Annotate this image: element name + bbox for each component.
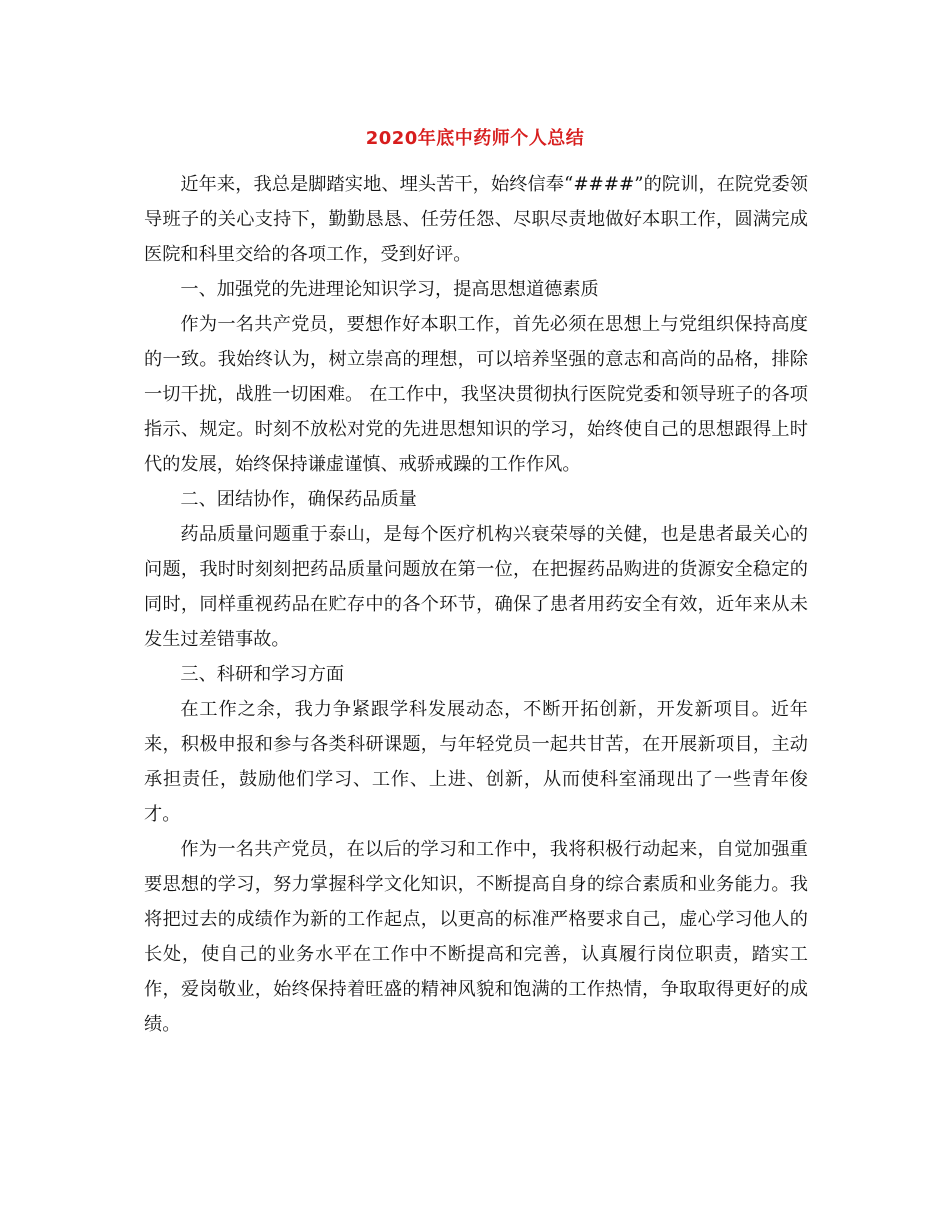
paragraph-intro: 近年来，我总是脚踏实地、埋头苦干，始终信奉“####”的院训，在院党委领导班子的关心支持下，勤勤恳恳、任劳任怨、尽职尽责地做好本职工作，圆满完成医院和科里交给的各项工作，受到好评。: [144, 174, 808, 265]
paragraph-conclusion: 作为一名共产党员，在以后的学习和工作中，我将积极行动起来，自觉加强重要思想的学习，努力掌握科学文化知识，不断提高自身的综合素质和业务能力。我将把过去的成绩作为新的工作起点，以更高的标准严格要求自己，虚心学习他人的长处，使自己的业务水平在工作中不断提高和完善，认真履行岗位职责，踏实工作，爱岗敬业，始终保持着旺盛的精神风貌和饱满的工作热情，争取取得更好的成绩。: [144, 839, 808, 1035]
document-title: 2020年底中药师个人总结: [365, 128, 585, 149]
section-heading-3: 三、科研和学习方面: [180, 664, 345, 685]
paragraph-section-1: 作为一名共产党员，要想作好本职工作，首先必须在思想上与党组织保持高度的一致。我始终认为，树立崇高的理想，可以培养坚强的意志和高尚的品格，排除一切干扰，战胜一切困难。 在工作中，我坚决贯彻执行医院党委和领导班子的各项指示、规定。时刻不放松对党的先进思想知识的学习，始终使自己的思想跟得上时代的发展，始终保持谦虚谨慎、戒骄戒躁的工作作风。: [144, 314, 808, 475]
document-body: [144, 167, 808, 1042]
paragraph-section-2: 药品质量问题重于泰山，是每个医疗机构兴衰荣辱的关健，也是患者最关心的问题，我时时刻刻把药品质量问题放在第一位，在把握药品购进的货源安全稳定的同时，同样重视药品在贮存中的各个环节，确保了患者用药安全有效，近年来从未发生过差错事故。: [144, 524, 808, 650]
paragraph-section-3: 在工作之余，我力争紧跟学科发展动态，不断开拓创新，开发新项目。近年来，积极申报和参与各类科研课题，与年轻党员一起共甘苦，在开展新项目，主动承担责任，鼓励他们学习、工作、上进、创新，从而使科室涌现出了一些青年俊才。: [144, 699, 808, 825]
section-heading-2: 二、团结协作，确保药品质量: [180, 489, 417, 510]
section-heading-1: 一、加强党的先进理论知识学习，提高思想道德素质: [180, 279, 599, 300]
